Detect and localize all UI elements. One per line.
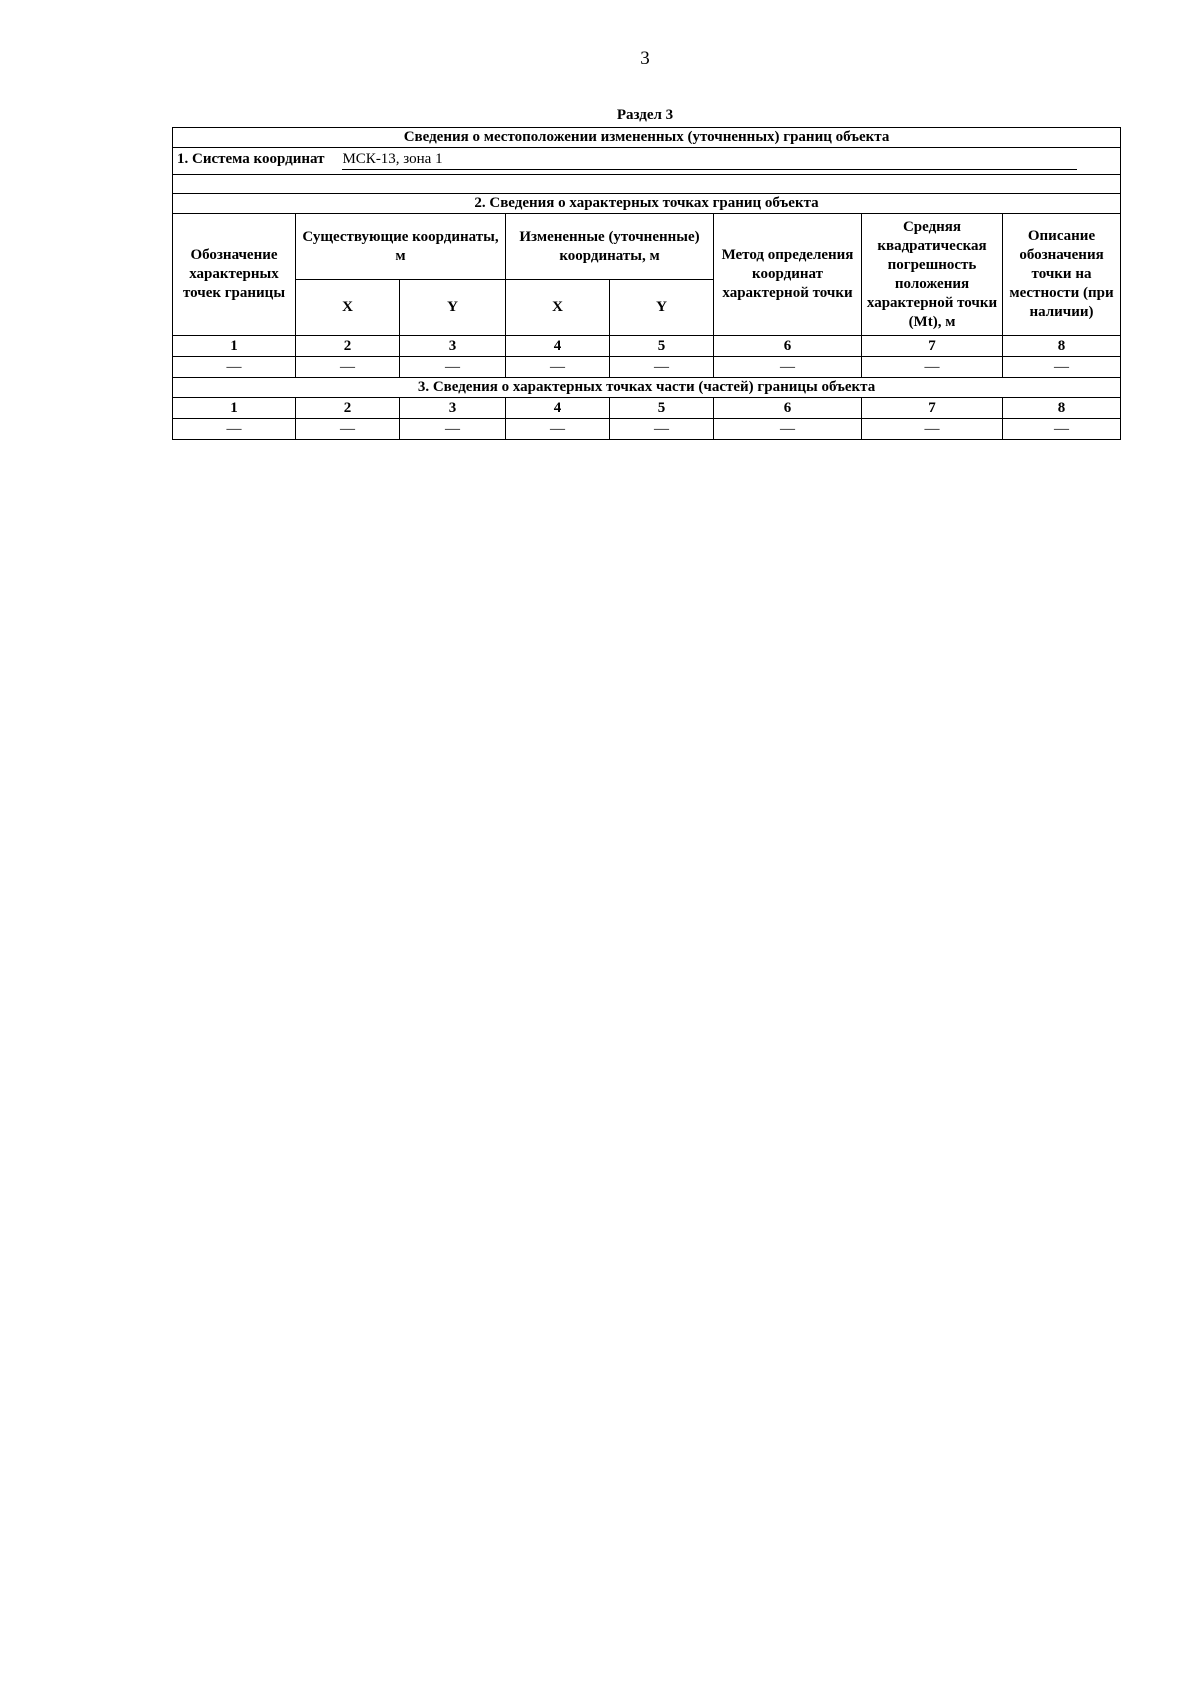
column-number: 3 (400, 398, 506, 419)
column-number: 4 (506, 398, 610, 419)
table-cell: — (296, 419, 400, 440)
section3-data-row (173, 419, 1121, 440)
coord-system-row (173, 148, 1121, 175)
table-cell: — (1003, 419, 1121, 440)
table-cell: — (1003, 357, 1121, 378)
coord-system-label: 1. Система координат (177, 151, 325, 167)
section3-numbers-row (173, 398, 1121, 419)
column-number: 5 (610, 336, 714, 357)
header-description: Описание обозначения точки на местности (при наличии) (1003, 214, 1121, 336)
header-existing-coords: Существующие координаты, м (296, 214, 506, 280)
column-number: 8 (1003, 336, 1121, 357)
header-existing-x: X (296, 280, 400, 336)
table-cell: — (714, 419, 862, 440)
header-changed-x: X (506, 280, 610, 336)
section2-data-row (173, 357, 1121, 378)
column-number: 2 (296, 336, 400, 357)
boundary-table (172, 127, 1121, 440)
column-number: 8 (1003, 398, 1121, 419)
column-number: 7 (862, 336, 1003, 357)
header-error: Средняя квадратическая погрешность положения характерной точки (Mt), м (862, 214, 1003, 336)
column-number: 2 (296, 398, 400, 419)
table-cell: — (610, 357, 714, 378)
table-cell: — (400, 419, 506, 440)
table-cell: — (506, 357, 610, 378)
table-cell: — (714, 357, 862, 378)
section-title: Раздел 3 (616, 107, 674, 123)
column-number: 1 (173, 336, 296, 357)
page-number: 3 (640, 48, 650, 69)
column-number: 4 (506, 336, 610, 357)
subsection3-title: 3. Сведения о характерных точках части (частей) границы объекта (173, 378, 1121, 398)
subsection2-title: 2. Сведения о характерных точках границ объекта (173, 194, 1121, 214)
header-changed-y: Y (610, 280, 714, 336)
table-cell: — (862, 357, 1003, 378)
column-number: 5 (610, 398, 714, 419)
header-existing-y: Y (400, 280, 506, 336)
table-cell: — (173, 357, 296, 378)
column-number: 6 (714, 336, 862, 357)
header-point-designation: Обозначение характерных точек границы (173, 214, 296, 336)
column-number: 1 (173, 398, 296, 419)
table-cell: — (400, 357, 506, 378)
header-changed-coords: Измененные (уточненные) координаты, м (506, 214, 714, 280)
coord-system-value: МСК-13, зона 1 (342, 150, 1077, 170)
column-number: 6 (714, 398, 862, 419)
header-method: Метод определения координат характерной точки (714, 214, 862, 336)
table-title: Сведения о местоположении измененных (уточненных) границ объекта (173, 128, 1121, 148)
table-cell: — (506, 419, 610, 440)
table-cell: — (862, 419, 1003, 440)
column-number: 7 (862, 398, 1003, 419)
table-cell: — (296, 357, 400, 378)
column-numbers-row (173, 336, 1121, 357)
table-cell: — (173, 419, 296, 440)
blank-row (173, 175, 1121, 194)
table-cell: — (610, 419, 714, 440)
column-number: 3 (400, 336, 506, 357)
